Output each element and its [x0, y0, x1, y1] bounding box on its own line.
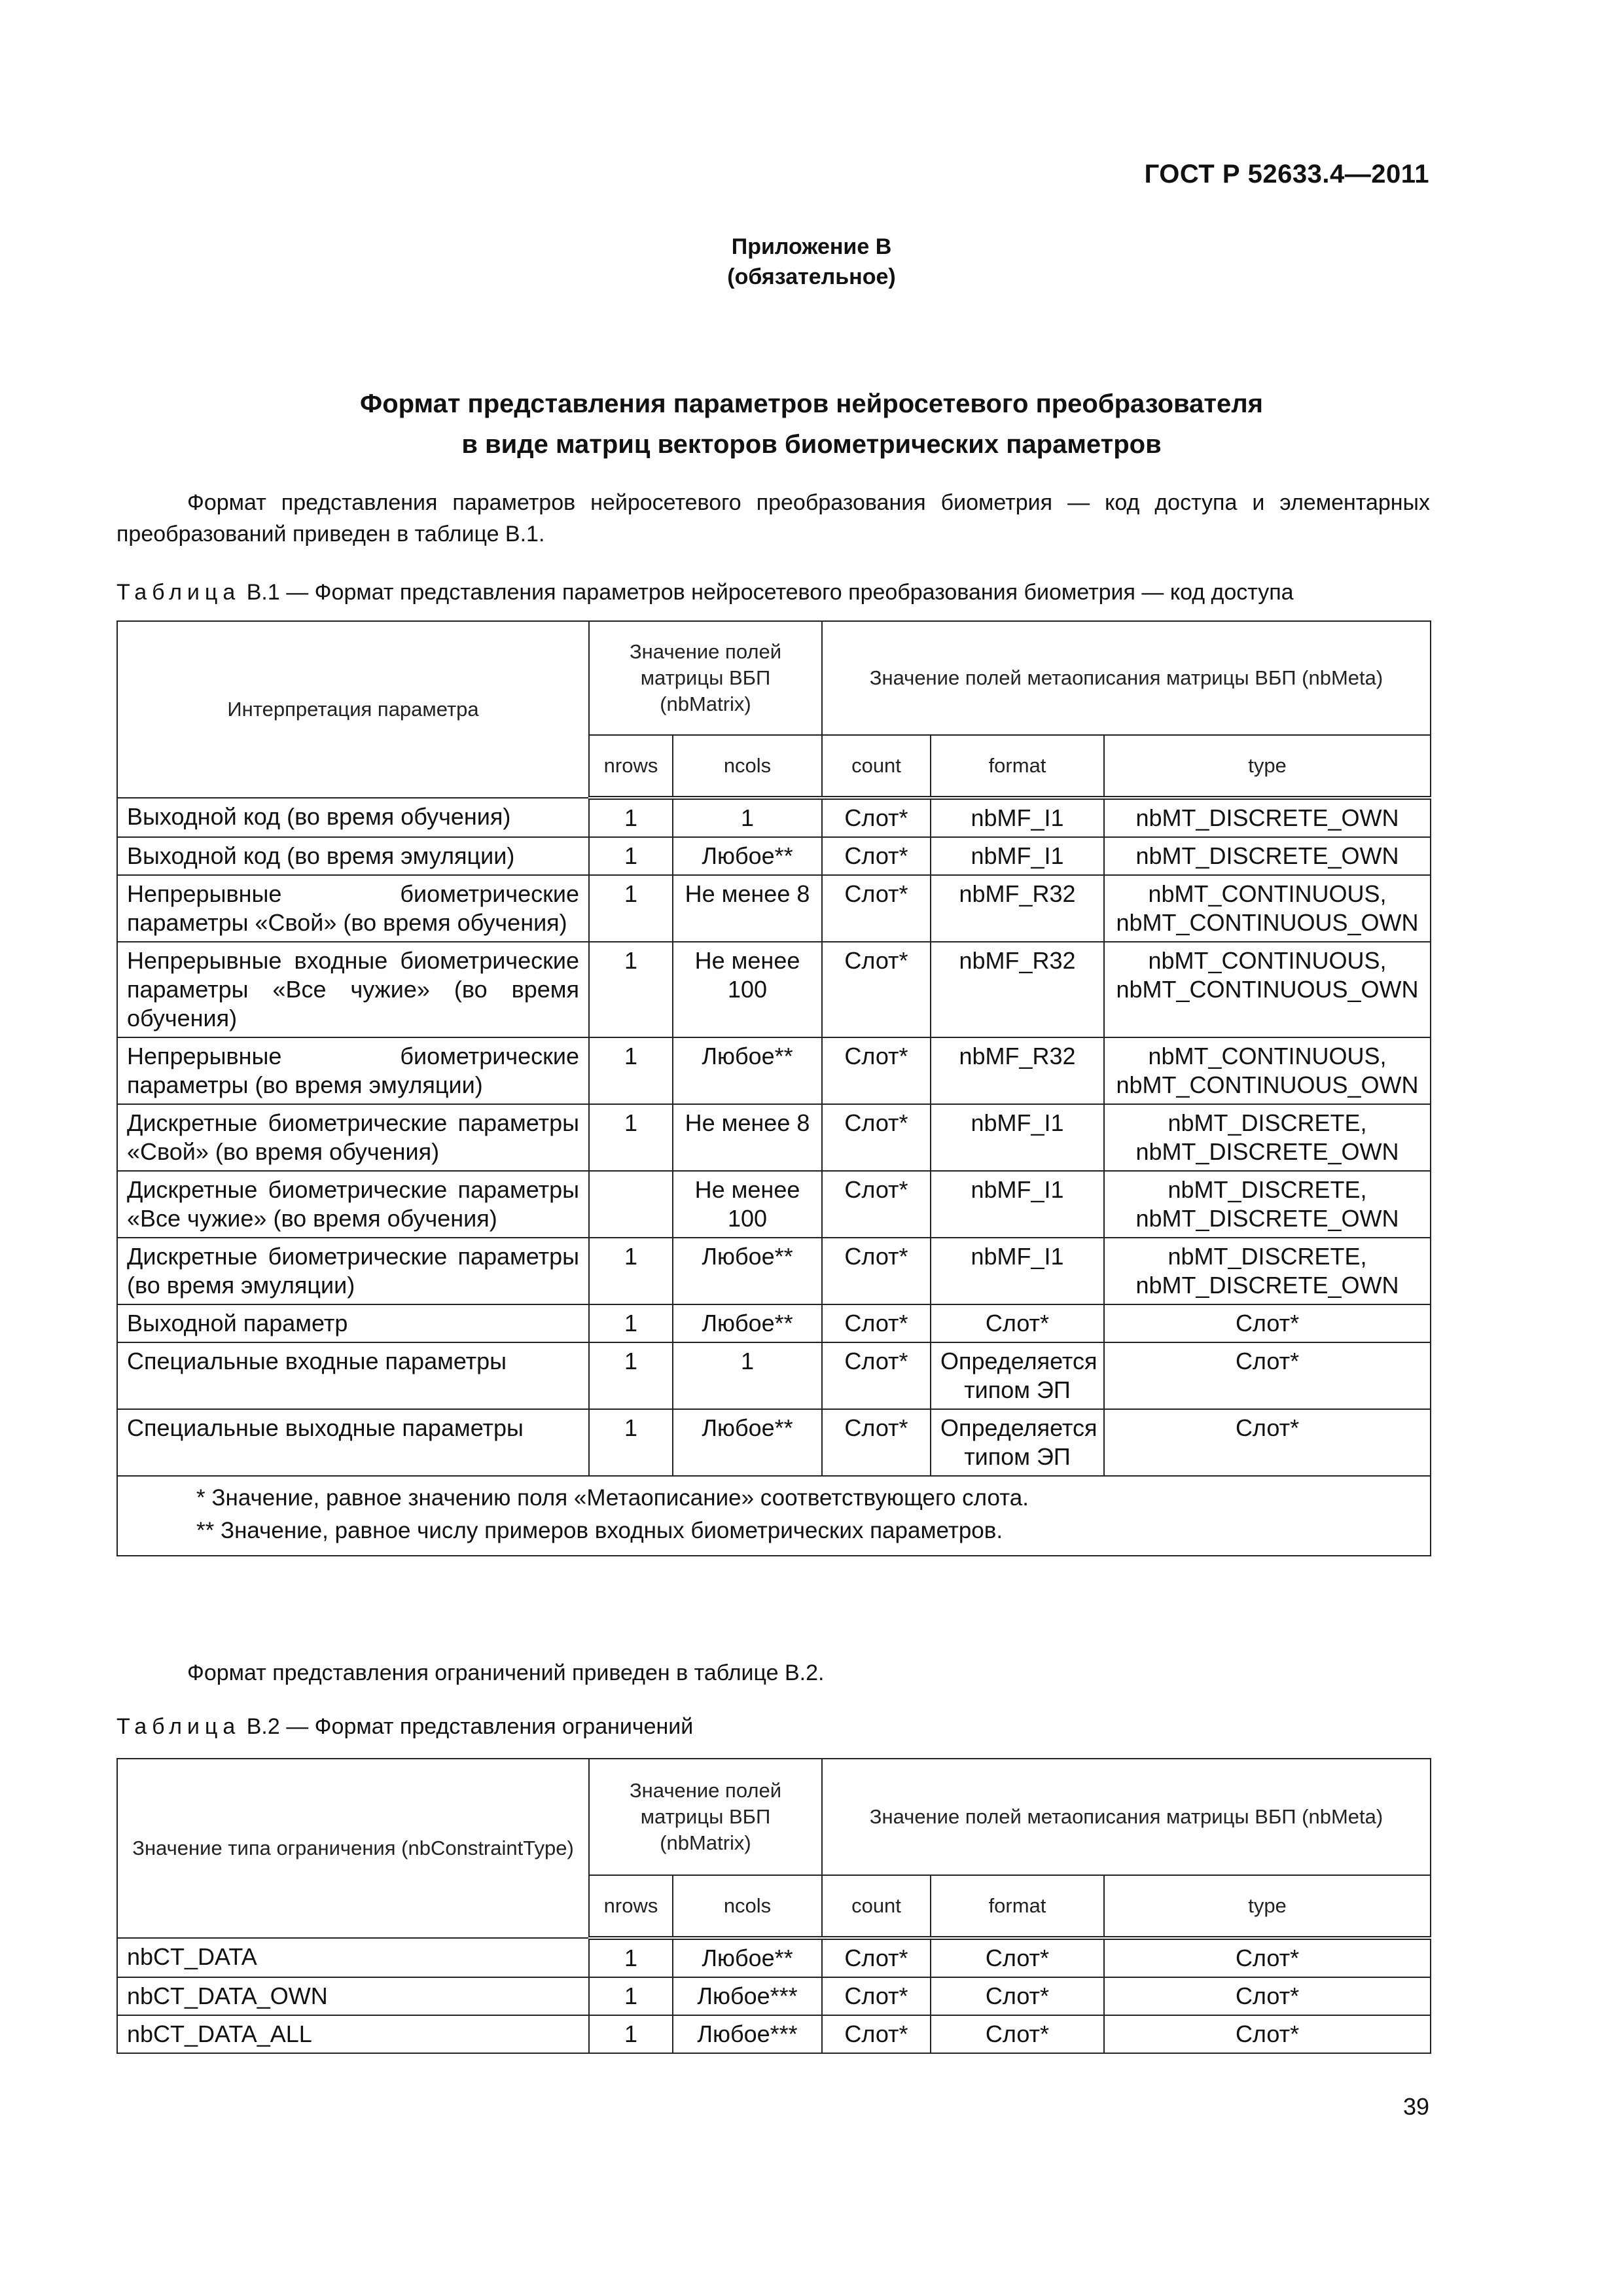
- row-type: Слот*: [1104, 1342, 1431, 1409]
- row-count: Слот*: [822, 1977, 931, 2015]
- row-format: nbMF_I1: [931, 1104, 1104, 1171]
- row-nrows: 1: [589, 1037, 673, 1104]
- row-count: Слот*: [822, 798, 931, 837]
- header-count: count: [822, 1875, 931, 1938]
- row-nrows: 1: [589, 1304, 673, 1342]
- table-row: [117, 1304, 1431, 1342]
- table-row: [117, 1238, 1431, 1304]
- table-row: [117, 942, 1431, 1037]
- row-type: Слот*: [1104, 1938, 1431, 1977]
- row-nrows: 1: [589, 2015, 673, 2053]
- row-count: Слот*: [822, 2015, 931, 2053]
- table-row: [117, 2015, 1431, 2053]
- row-ncols: 1: [673, 798, 822, 837]
- row-ncols: Не менее 100: [673, 942, 822, 1037]
- row-ncols: Любое**: [673, 837, 822, 875]
- row-format: nbMF_I1: [931, 1238, 1104, 1304]
- row-param: Дискретные биометрические параметры (во время эмуляции): [117, 1238, 589, 1304]
- row-ncols: Любое**: [673, 1938, 822, 1977]
- document-title: [0, 384, 1623, 465]
- row-nrows: 1: [589, 875, 673, 942]
- row-param: Непрерывные биометрические параметры (во время эмуляции): [117, 1037, 589, 1104]
- intro-paragraph: [116, 487, 1430, 550]
- parameters-table: [116, 620, 1431, 1556]
- row-type: Слот*: [1104, 1977, 1431, 2015]
- header-meta: Значение полей метаописания матрицы ВБП (nbMeta): [822, 621, 1431, 735]
- row-nrows: 1: [589, 1104, 673, 1171]
- table2-caption-text: В.2 — Формат представления ограничений: [240, 1714, 694, 1739]
- table-row: [117, 1409, 1431, 1476]
- row-ncols: Любое***: [673, 1977, 822, 2015]
- row-constraint: nbCT_DATA_OWN: [117, 1977, 589, 2015]
- row-ncols: Любое***: [673, 2015, 822, 2053]
- row-param: Непрерывные биометрические параметры «Свой» (во время обучения): [117, 875, 589, 942]
- table-row: [117, 1037, 1431, 1104]
- row-count: Слот*: [822, 1304, 931, 1342]
- row-format: nbMF_I1: [931, 837, 1104, 875]
- page-number: 39: [1402, 2093, 1429, 2120]
- table-row: [117, 837, 1431, 875]
- row-count: Слот*: [822, 1342, 931, 1409]
- table-row: [117, 1938, 1431, 1977]
- row-ncols: Любое**: [673, 1409, 822, 1476]
- header-nrows: nrows: [589, 735, 673, 798]
- table-notes: [117, 1476, 1431, 1556]
- header-ncols: ncols: [673, 735, 822, 798]
- table1-caption-text: В.1 — Формат представления параметров нейросетевого преобразования биометрия — код доступа: [240, 580, 1294, 605]
- header-interpretation: Интерпретация параметра: [117, 621, 589, 798]
- row-format: nbMF_R32: [931, 942, 1104, 1037]
- row-ncols: Не менее 100: [673, 1171, 822, 1238]
- row-count: Слот*: [822, 1171, 931, 1238]
- row-ncols: Любое**: [673, 1238, 822, 1304]
- row-count: Слот*: [822, 1037, 931, 1104]
- table-row: [117, 1171, 1431, 1238]
- row-constraint: nbCT_DATA_ALL: [117, 2015, 589, 2053]
- row-count: Слот*: [822, 942, 931, 1037]
- table1-caption-label: Таблица: [116, 580, 241, 605]
- appendix-title: Приложение В: [731, 234, 892, 259]
- row-format: nbMF_R32: [931, 875, 1104, 942]
- row-ncols: Не менее 8: [673, 875, 822, 942]
- row-format: nbMF_R32: [931, 1037, 1104, 1104]
- row-count: Слот*: [822, 1104, 931, 1171]
- constraints-table: [116, 1758, 1431, 2054]
- row-format: Слот*: [931, 1304, 1104, 1342]
- row-type: nbMT_DISCRETE, nbMT_DISCRETE_OWN: [1104, 1238, 1431, 1304]
- note-double-star: ** Значение, равное числу примеров входных биометрических параметров.: [196, 1518, 1003, 1543]
- row-nrows: 1: [589, 798, 673, 837]
- row-param: Специальные входные параметры: [117, 1342, 589, 1409]
- header-type: type: [1104, 1875, 1431, 1938]
- row-param: Специальные выходные параметры: [117, 1409, 589, 1476]
- row-type: nbMT_DISCRETE_OWN: [1104, 798, 1431, 837]
- row-count: Слот*: [822, 875, 931, 942]
- table-row: [117, 1342, 1431, 1409]
- row-nrows: [589, 1171, 673, 1238]
- table2-caption: [116, 1712, 1445, 1742]
- table2-caption-label: Таблица: [116, 1714, 241, 1739]
- row-type: Слот*: [1104, 2015, 1431, 2053]
- appendix-status: (обязательное): [727, 264, 896, 289]
- row-format: nbMF_I1: [931, 1171, 1104, 1238]
- row-nrows: 1: [589, 1409, 673, 1476]
- row-param: Выходной код (во время обучения): [117, 798, 589, 837]
- row-param: Выходной код (во время эмуляции): [117, 837, 589, 875]
- standard-number: ГОСТ Р 52633.4—2011: [1144, 160, 1429, 188]
- row-nrows: 1: [589, 1238, 673, 1304]
- row-type: Слот*: [1104, 1409, 1431, 1476]
- title-line-2: в виде матриц векторов биометрических параметров: [461, 430, 1162, 459]
- header-nrows: nrows: [589, 1875, 673, 1938]
- table-row: [117, 875, 1431, 942]
- row-param: Дискретные биометрические параметры «Все чужие» (во время обучения): [117, 1171, 589, 1238]
- row-ncols: 1: [673, 1342, 822, 1409]
- row-type: nbMT_CONTINUOUS, nbMT_CONTINUOUS_OWN: [1104, 875, 1431, 942]
- row-param: Непрерывные входные биометрические параметры «Все чужие» (во время обучения): [117, 942, 589, 1037]
- row-ncols: Любое**: [673, 1037, 822, 1104]
- row-param: Дискретные биометрические параметры «Свой» (во время обучения): [117, 1104, 589, 1171]
- row-format: Слот*: [931, 1938, 1104, 1977]
- row-count: Слот*: [822, 1409, 931, 1476]
- note-single-star: * Значение, равное значению поля «Метаописание» соответствующего слота.: [196, 1485, 1029, 1511]
- row-nrows: 1: [589, 837, 673, 875]
- header-format: format: [931, 1875, 1104, 1938]
- row-type: nbMT_CONTINUOUS, nbMT_CONTINUOUS_OWN: [1104, 942, 1431, 1037]
- header-count: count: [822, 735, 931, 798]
- table-notes-row: [117, 1476, 1431, 1556]
- constraints-text: Формат представления ограничений приведен в таблице В.2.: [187, 1660, 825, 1685]
- row-param: Выходной параметр: [117, 1304, 589, 1342]
- constraints-paragraph: [116, 1657, 1430, 1689]
- header-format: format: [931, 735, 1104, 798]
- row-count: Слот*: [822, 837, 931, 875]
- row-constraint: nbCT_DATA: [117, 1938, 589, 1977]
- header-ncols: ncols: [673, 1875, 822, 1938]
- table1-caption: [116, 577, 1445, 607]
- header-meta: Значение полей метаописания матрицы ВБП (nbMeta): [822, 1759, 1431, 1875]
- row-ncols: Не менее 8: [673, 1104, 822, 1171]
- row-type: nbMT_DISCRETE_OWN: [1104, 837, 1431, 875]
- row-format: Слот*: [931, 2015, 1104, 2053]
- row-nrows: 1: [589, 942, 673, 1037]
- row-nrows: 1: [589, 1938, 673, 1977]
- header-type: type: [1104, 735, 1431, 798]
- row-count: Слот*: [822, 1938, 931, 1977]
- row-ncols: Любое**: [673, 1304, 822, 1342]
- row-format: Слот*: [931, 1977, 1104, 2015]
- table-row: [117, 798, 1431, 837]
- table-row: [117, 1104, 1431, 1171]
- title-line-1: Формат представления параметров нейросетевого преобразователя: [360, 389, 1263, 418]
- row-type: nbMT_DISCRETE, nbMT_DISCRETE_OWN: [1104, 1104, 1431, 1171]
- table-row: [117, 1977, 1431, 2015]
- header-matrix: Значение полей матрицы ВБП (nbMatrix): [589, 1759, 822, 1875]
- row-count: Слот*: [822, 1238, 931, 1304]
- header-constraint-type: Значение типа ограничения (nbConstraintType): [117, 1759, 589, 1938]
- row-nrows: 1: [589, 1977, 673, 2015]
- row-format: Определяется типом ЭП: [931, 1409, 1104, 1476]
- row-type: nbMT_DISCRETE, nbMT_DISCRETE_OWN: [1104, 1171, 1431, 1238]
- intro-text: Формат представления параметров нейросетевого преобразования биометрия — код доступа и элементарных преобразований приведен в таблице В.1.: [116, 490, 1430, 547]
- row-type: Слот*: [1104, 1304, 1431, 1342]
- row-format: nbMF_I1: [931, 798, 1104, 837]
- header-matrix: Значение полей матрицы ВБП (nbMatrix): [589, 621, 822, 735]
- row-format: Определяется типом ЭП: [931, 1342, 1104, 1409]
- row-nrows: 1: [589, 1342, 673, 1409]
- row-type: nbMT_CONTINUOUS, nbMT_CONTINUOUS_OWN: [1104, 1037, 1431, 1104]
